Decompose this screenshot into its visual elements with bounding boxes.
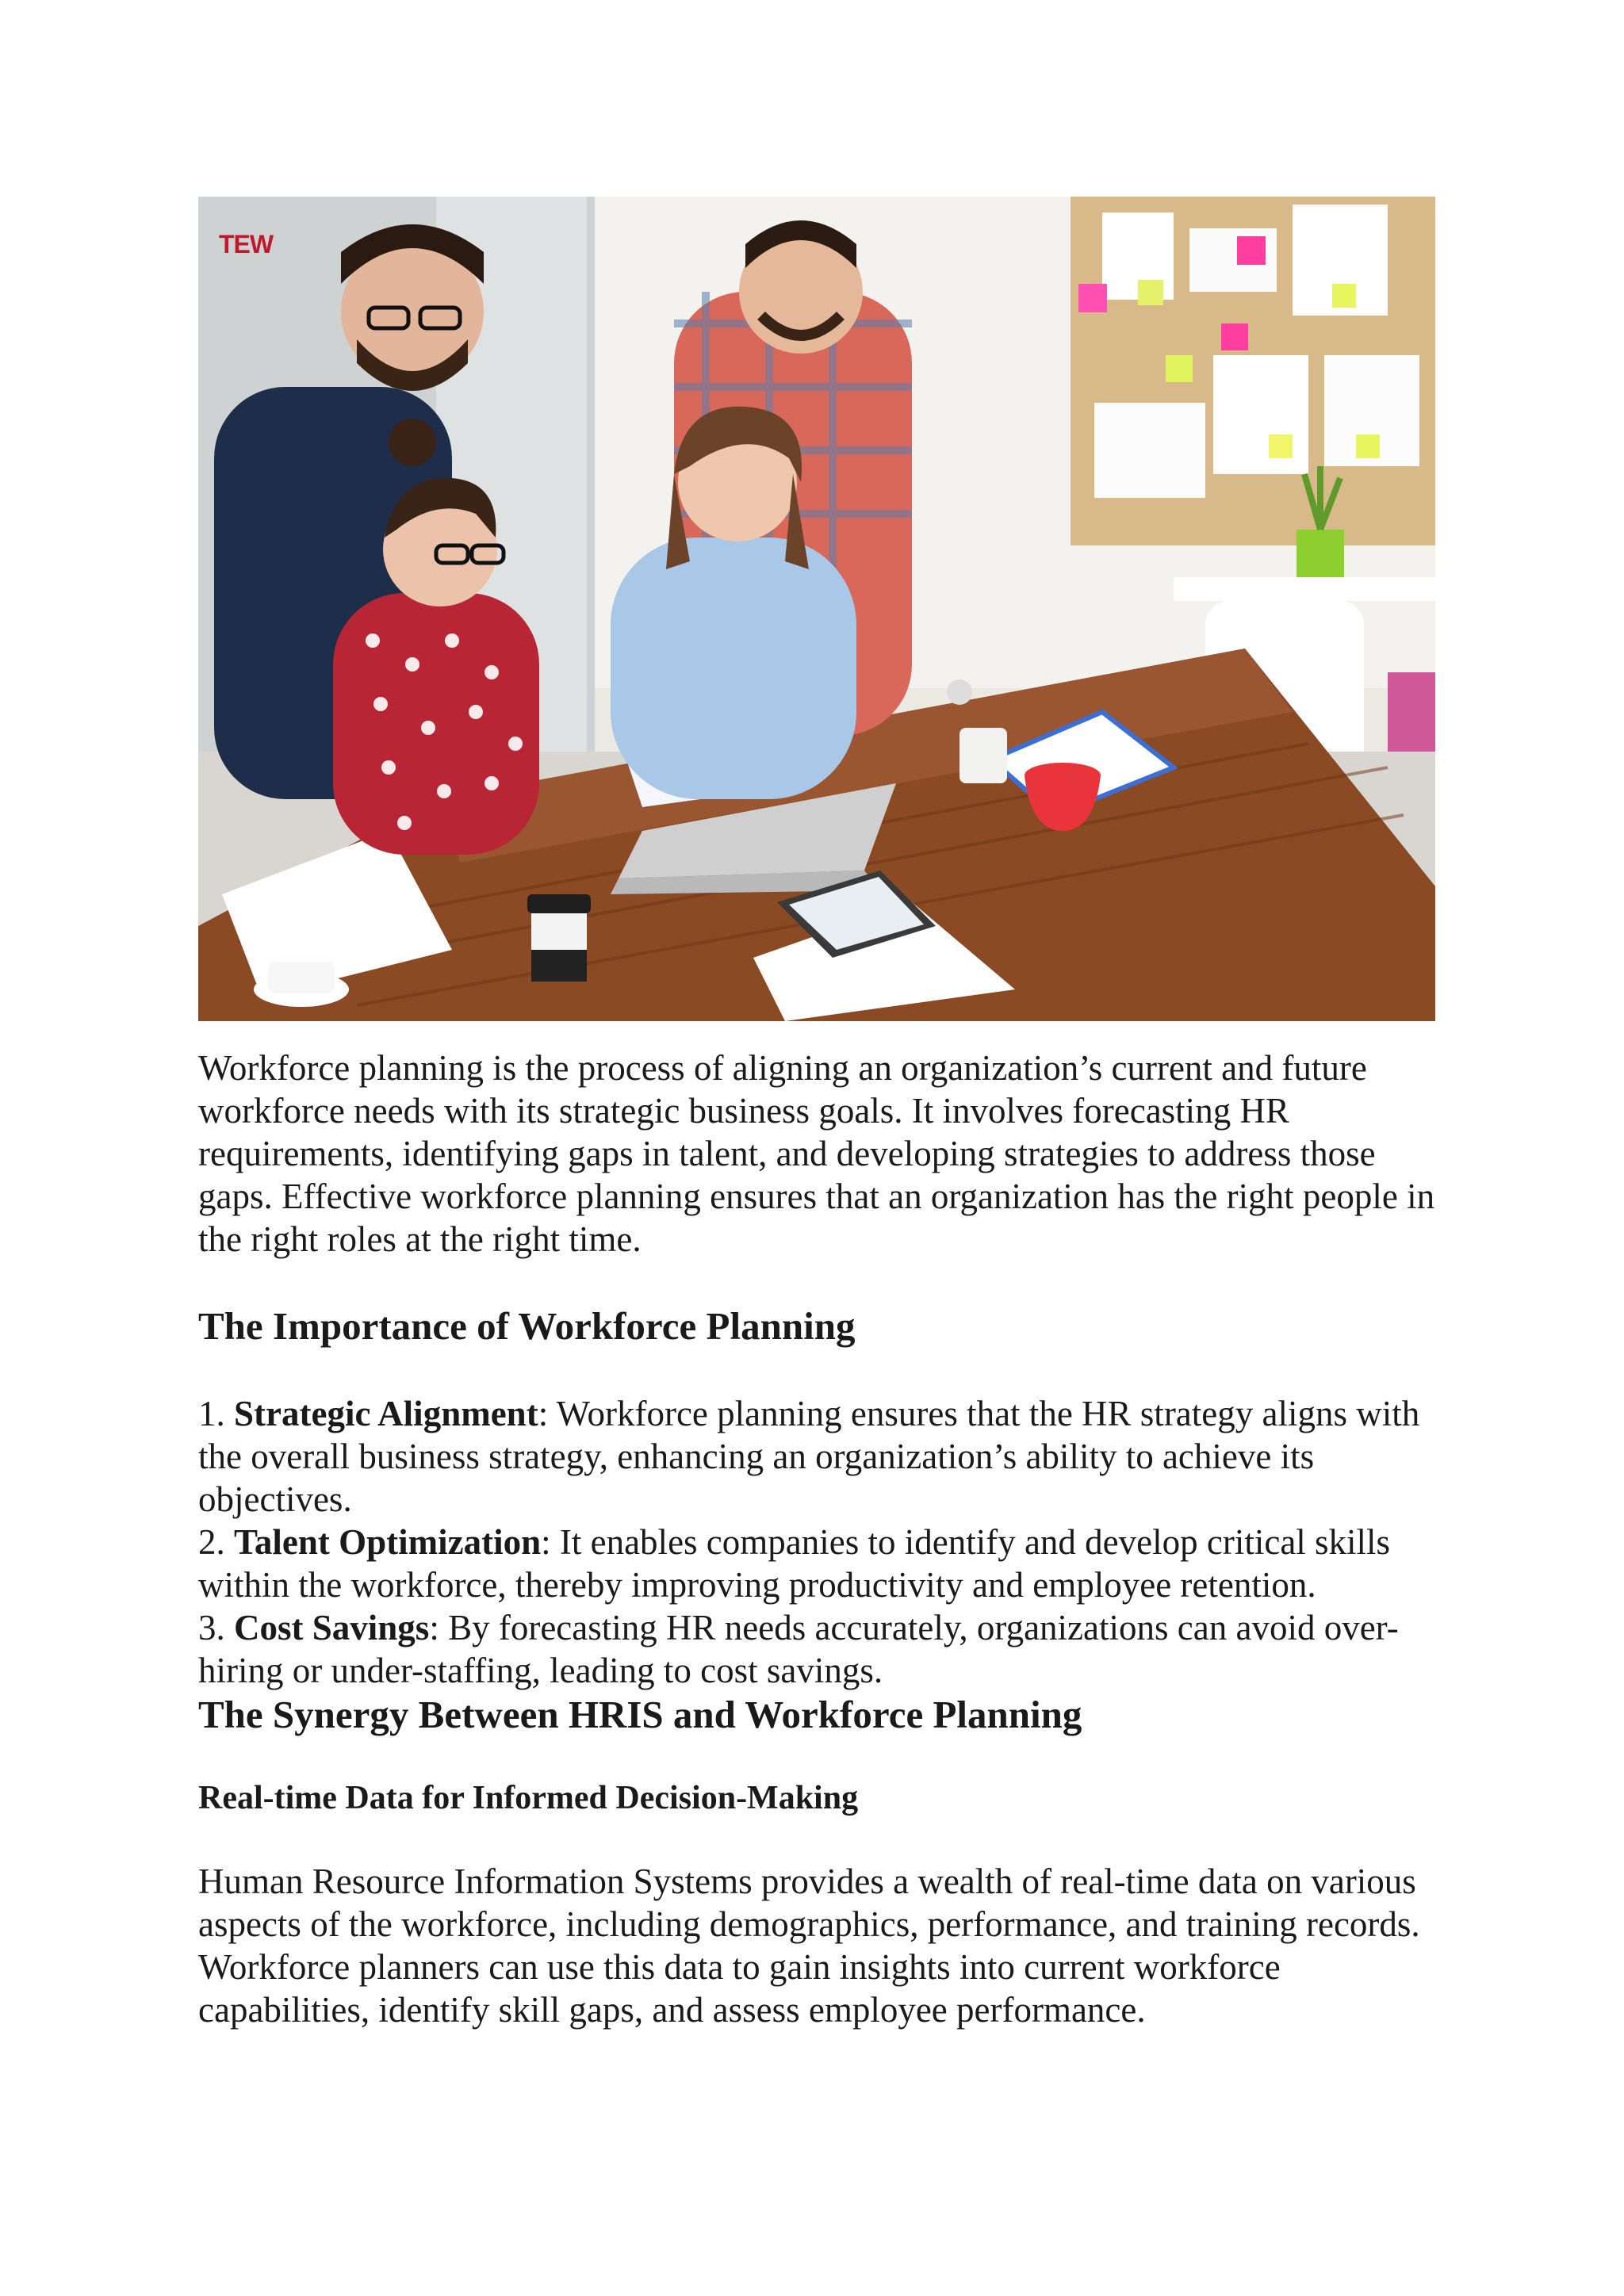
white-cup: [959, 728, 1007, 783]
site-logo-text: TEW: [219, 230, 274, 258]
list-item-number: 2.: [198, 1522, 225, 1562]
list-item-title: Strategic Alignment: [234, 1394, 538, 1433]
list-item: [198, 1606, 1435, 1692]
plant-pot: [1297, 530, 1344, 577]
list-item-text: : It enables companies to identify and develop critical skills within the workforce, thereby improving productivity and employee retention.: [198, 1522, 1391, 1605]
article-body: [198, 197, 1435, 2031]
section-heading-importance: The Importance of Workforce Planning: [198, 1304, 856, 1348]
intro-paragraph: Workforce planning is the process of aligning an organization’s current and future workforce needs with its strategic business goals. It involves forecasting HR requirements, identifying gaps in talent, and developing strategies to address those gaps. Effective workforce planning ensures that an organization has the right people in the right roles at the right time.: [198, 1048, 1435, 1259]
section-heading-synergy: The Synergy Between HRIS and Workforce Planning: [198, 1693, 1082, 1736]
list-item-title: Talent Optimization: [234, 1522, 542, 1562]
site-logo: [209, 220, 281, 268]
subheading-realtime-data: Real-time Data for Informed Decision-Making: [198, 1780, 859, 1816]
hero-photo: [198, 197, 1435, 1021]
list-item-text: : Workforce planning ensures that the HR strategy aligns with the overall business strategy, enhancing an organization’s ability to achieve its objectives.: [198, 1394, 1420, 1519]
list-item: [198, 1521, 1435, 1606]
person-woman-left: [333, 593, 539, 855]
list-item-text: : By forecasting HR needs accurately, organizations can avoid over-hiring or under-staffing, leading to cost savings.: [198, 1608, 1399, 1690]
person-woman-center: [611, 538, 856, 799]
importance-list: [198, 1392, 1435, 1692]
office-team-illustration: [198, 197, 1435, 1021]
list-item-number: 1.: [198, 1394, 225, 1433]
hris-paragraph: Human Resource Information Systems provides a wealth of real-time data on various aspects of the workforce, including demographics, performance, and training records. Workforce planners can use this data to gain insights into current workforce capabilities, identify skill gaps, and assess employee performance.: [198, 1862, 1420, 2030]
list-item: [198, 1392, 1435, 1521]
list-item-number: 3.: [198, 1608, 225, 1647]
list-item-title: Cost Savings: [234, 1608, 430, 1647]
